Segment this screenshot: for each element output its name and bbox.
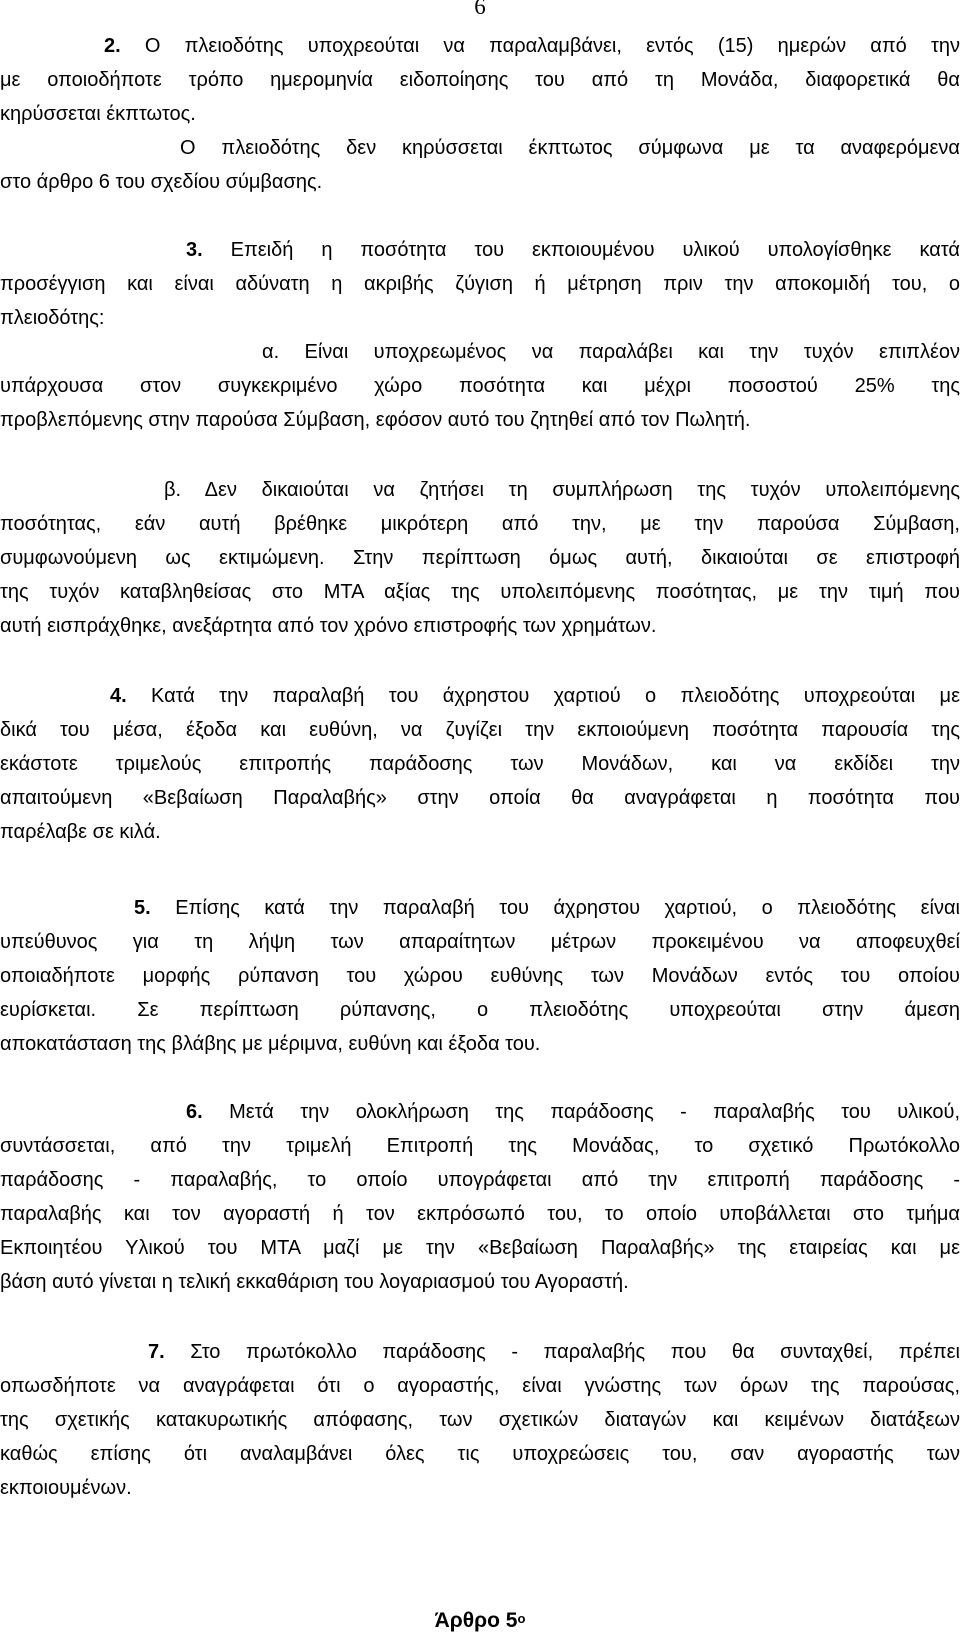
line-text: συμφωνούμενη ως εκτιμώμενη. Στην περίπτωση όμως αυτή, δικαιούται σε επιστροφή <box>0 547 960 569</box>
text-line <box>0 960 960 992</box>
line-text: ποσότητας, εάν αυτή βρέθηκε μικρότερη από την, με την παρούσα Σύμβαση, <box>0 513 960 535</box>
text-line <box>134 892 960 924</box>
clause-number: 5. <box>134 897 151 919</box>
line-text: υπεύθυνος για τη λήψη των απαραίτητων μέτρων προκειμένου να αποφευχθεί <box>0 931 960 953</box>
line-text: παρέλαβε σε κιλά. <box>0 821 161 843</box>
line-text: με οποιοδήποτε τρόπο ημερομηνία ειδοποίησης του από τη Μονάδα, διαφορετικά θα <box>0 69 960 91</box>
line-text: εκποιουμένων. <box>0 1477 132 1499</box>
text-line <box>0 1404 960 1436</box>
line-text: παράδοσης - παραλαβής, το οποίο υπογράφεται από την επιτροπή παράδοσης - <box>0 1169 960 1191</box>
text-line <box>262 336 960 368</box>
line-text: Μετά την ολοκλήρωση της παράδοσης - παραλαβής του υλικού, <box>229 1101 960 1123</box>
line-text: οπωσδήποτε να αναγράφεται ότι ο αγοραστής, είναι γνώστης των όρων της παρούσας, <box>0 1375 960 1397</box>
text-line <box>0 610 960 642</box>
clause-number: 7. <box>148 1341 165 1363</box>
line-text: συντάσσεται, από την τριμελή Επιτροπή της Μονάδας, το σχετικό Πρωτόκολλο <box>0 1135 960 1157</box>
article-heading-text: Άρθρο 5 <box>434 1609 518 1632</box>
line-text: Εκποιητέου Υλικού του ΜΤΑ μαζί με την «Βεβαίωση Παραλαβής» της εταιρείας και με <box>0 1237 960 1259</box>
text-line <box>148 1336 960 1368</box>
text-line <box>0 1198 960 1230</box>
text-line <box>0 98 960 130</box>
line-text: εκάστοτε τριμελούς επιτροπής παράδοσης των Μονάδων, και να εκδίδει την <box>0 753 960 775</box>
text-line <box>0 404 960 436</box>
text-line <box>0 542 960 574</box>
line-text: καθώς επίσης ότι αναλαμβάνει όλες τις υποχρεώσεις του, σαν αγοραστής των <box>0 1443 960 1465</box>
text-line <box>0 268 960 300</box>
clause-number: 6. <box>186 1101 203 1123</box>
line-text: δικά του μέσα, έξοδα και ευθύνη, να ζυγίζει την εκποιούμενη ποσότητα παρουσία της <box>0 719 960 741</box>
line-text: της σχετικής κατακυρωτικής απόφασης, των σχετικών διαταγών και κειμένων διατάξεων <box>0 1409 960 1431</box>
text-line <box>0 576 960 608</box>
text-line <box>0 1164 960 1196</box>
line-text: βάση αυτό γίνεται η τελική εκκαθάριση του λογαριασμού του Αγοραστή. <box>0 1271 629 1293</box>
text-line <box>0 64 960 96</box>
line-text: ευρίσκεται. Σε περίπτωση ρύπανσης, ο πλειοδότης υποχρεούται στην άμεση <box>0 999 960 1021</box>
article-heading <box>0 1604 960 1638</box>
text-line <box>186 234 960 266</box>
text-line <box>0 1232 960 1264</box>
line-text: πλειοδότης: <box>0 307 105 329</box>
text-line <box>0 302 960 334</box>
line-text: Στο πρωτόκολλο παράδοσης - παραλαβής που θα συνταχθεί, πρέπει <box>190 1341 960 1363</box>
line-text: Ο πλειοδότης δεν κηρύσσεται έκπτωτος σύμφωνα με τα αναφερόμενα <box>180 137 960 159</box>
line-text: Κατά την παραλαβή του άχρηστου χαρτιού ο πλειοδότης υποχρεούται με <box>151 685 960 707</box>
article-heading-superscript: ο <box>517 1611 526 1626</box>
line-text: της τυχόν καταβληθείσας στο ΜΤΑ αξίας της υπολειπόμενης ποσότητας, με την τιμή που <box>0 581 960 603</box>
clause-number: 2. <box>104 35 121 57</box>
line-text: υπάρχουσα στον συγκεκριμένο χώρο ποσότητα και μέχρι ποσοστού 25% της <box>0 375 960 397</box>
text-line <box>104 30 960 62</box>
line-text: αυτή εισπράχθηκε, ανεξάρτητα από τον χρόνο επιστροφής των χρημάτων. <box>0 615 657 637</box>
text-line <box>186 1096 960 1128</box>
text-line <box>0 1130 960 1162</box>
clause-number: 4. <box>110 685 127 707</box>
line-text: Επίσης κατά την παραλαβή του άχρηστου χαρτιού, ο πλειοδότης είναι <box>175 897 960 919</box>
line-text: α. Είναι υποχρεωμένος να παραλάβει και την τυχόν επιπλέον <box>262 341 960 363</box>
text-line <box>0 1472 960 1504</box>
line-text: β. Δεν δικαιούται να ζητήσει τη συμπλήρωση της τυχόν υπολειπόμενης <box>164 479 960 501</box>
text-line <box>0 1438 960 1470</box>
text-line <box>164 474 960 506</box>
clause-number: 3. <box>186 239 203 261</box>
text-line <box>0 714 960 746</box>
text-line <box>0 782 960 814</box>
line-text: προσέγγιση και είναι αδύνατη η ακριβής ζύγιση ή μέτρηση πριν την αποκομιδή του, ο <box>0 273 960 295</box>
text-line <box>0 1266 960 1298</box>
text-line <box>180 132 960 164</box>
text-line <box>0 508 960 540</box>
line-text: προβλεπόμενης στην παρούσα Σύμβαση, εφόσον αυτό του ζητηθεί από τον Πωλητή. <box>0 409 751 431</box>
text-line <box>0 926 960 958</box>
page-number: 6 <box>474 0 486 19</box>
text-line <box>0 166 960 198</box>
line-text: κηρύσσεται έκπτωτος. <box>0 103 196 125</box>
line-text: Ο πλειοδότης υποχρεούται να παραλαμβάνει, εντός (15) ημερών από την <box>144 35 960 57</box>
line-text: στο άρθρο 6 του σχεδίου σύμβασης. <box>0 171 323 193</box>
line-text: Επειδή η ποσότητα του εκποιουμένου υλικού υπολογίσθηκε κατά <box>230 239 960 261</box>
text-line <box>0 370 960 402</box>
text-line <box>0 748 960 780</box>
line-text: οποιαδήποτε μορφής ρύπανση του χώρου ευθύνης των Μονάδων εντός του οποίου <box>0 965 960 987</box>
text-line <box>0 1028 960 1060</box>
text-line <box>0 1370 960 1402</box>
text-line <box>110 680 960 712</box>
line-text: απαιτούμενη «Βεβαίωση Παραλαβής» στην οποία θα αναγράφεται η ποσότητα που <box>0 787 960 809</box>
line-text: αποκατάσταση της βλάβης με μέριμνα, ευθύνη και έξοδα του. <box>0 1033 541 1055</box>
text-line <box>0 816 960 848</box>
line-text: παραλαβής και τον αγοραστή ή τον εκπρόσωπό του, το οποίο υποβάλλεται στο τμήμα <box>0 1203 960 1225</box>
text-line <box>0 994 960 1026</box>
